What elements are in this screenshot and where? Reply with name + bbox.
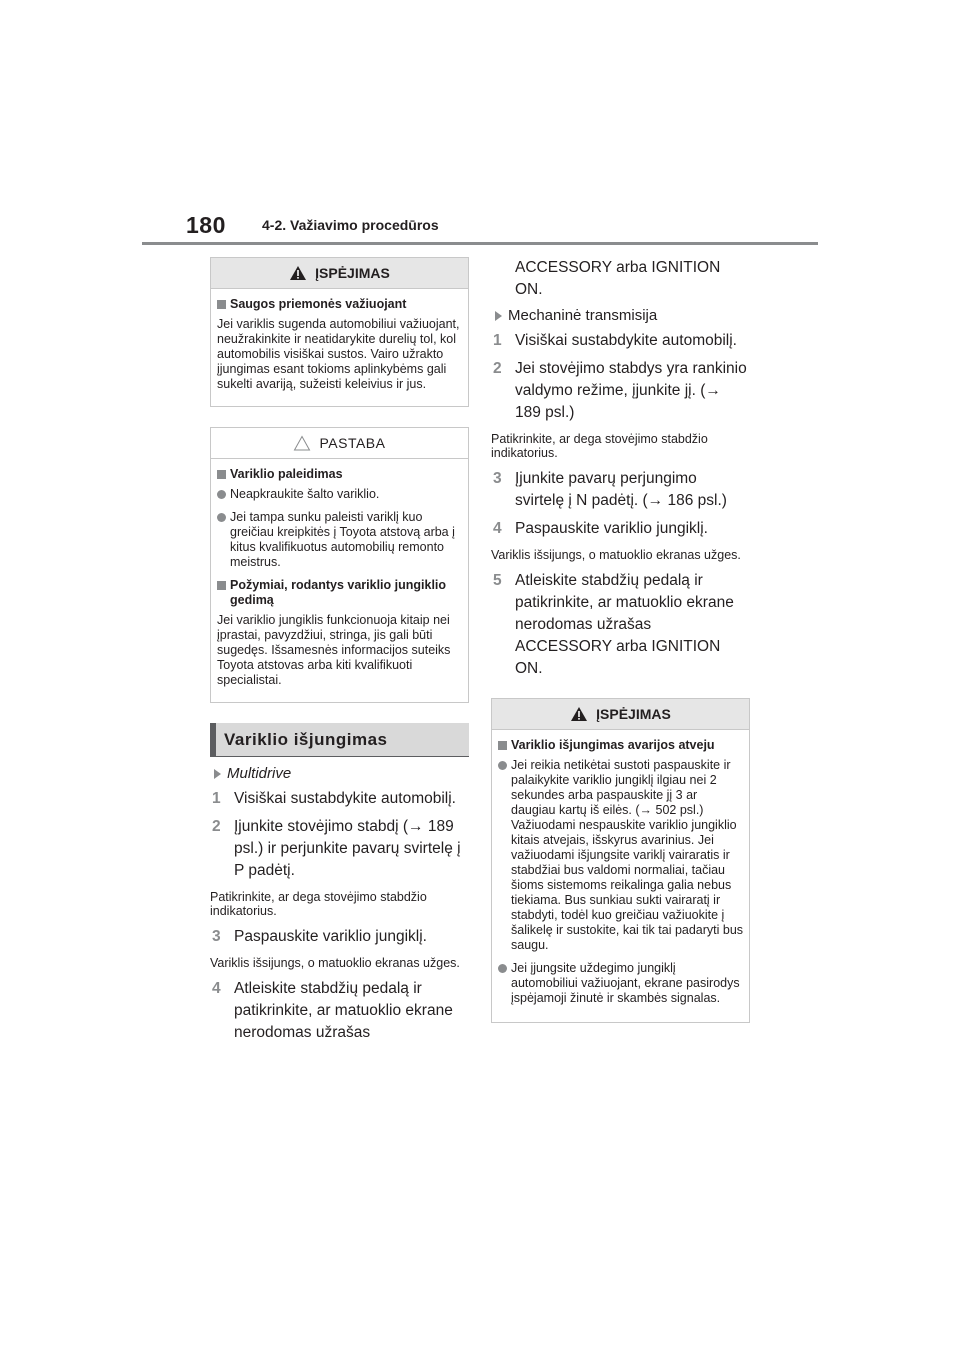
notice-bullet-1: Neapkraukite šalto variklio.: [217, 487, 463, 502]
round-bullet-icon: [498, 964, 507, 973]
square-bullet-icon: [498, 741, 507, 750]
warning-bullet-1: Jei reikia netikėtai sustoti paspauskite ir palaikykite variklio jungiklį ilgiau nei 2 sekundes arba paspauskite jį 3 ar daugiau kartų iš eilės. (→ 502 psl.) Važiuodami nespauskite variklio jungiklio kitais atvejais, išskyrus avarinius. Jei važiuodami išjungsite variklį vairaratis ir stabdžiai bus valdomi normaliai, tačiau šioms sistemoms reikalinga galia nebus tiekiama. Bus sunkiau sukti vairaratį ir stabdyti, todėl kuo greičiau važiuokite į šalikelę ir sustokite, kai tik tai padaryti bus saugu.: [498, 758, 744, 953]
notice-triangle-icon: [293, 435, 311, 451]
multidrive-step-4: 4 Atleiskite stabdžių pedalą ir patikrinkite, ar matuoklio ekrane nerodomas užrašas: [212, 980, 453, 1041]
square-bullet-icon: [217, 581, 226, 590]
notice-text-2: Jei variklio jungiklis funkcionuoja kitaip nei įprastai, pavyzdžiui, stringa, jis gali būti sugedęs. Išsamesnės informacijos suteiks Toyota atstovas arba kiti kvalifikuoti specialistai.: [217, 613, 451, 687]
section-heading: Variklio išjungimas: [210, 723, 469, 757]
multidrive-step-4-continued: ACCESSORY arba IGNITION ON.: [515, 259, 721, 298]
warning-body: [211, 289, 468, 406]
notice-subhead-1: Variklio paleidimas: [217, 467, 463, 482]
round-bullet-icon: [217, 513, 226, 522]
header-divider: [142, 242, 818, 245]
page-number: 180: [186, 212, 226, 238]
warning-body-2: [492, 730, 749, 1022]
arrow-right-icon: [495, 311, 502, 321]
warning-text: Jei variklis sugenda automobiliui važiuojant, neužrakinkite ir neatidarykite durelių tol, kol automobilis visiškai sustos. Vairo užrakto įjungimas esant tokioms aplinkybėms gali sukelti avariją, sužeisti keleivius ir jus.: [217, 317, 460, 391]
round-bullet-icon: [498, 761, 507, 770]
notice-box: [210, 427, 469, 703]
warning-box: [210, 257, 469, 407]
warning-triangle-icon: [289, 265, 307, 281]
multidrive-label: Multidrive: [214, 765, 469, 782]
manual-label: Mechaninė transmisija: [495, 307, 750, 324]
warning-title: ĮSPĖJIMAS: [315, 265, 390, 281]
arrow-right-icon: [214, 769, 221, 779]
multidrive-step-1: 1 Visiškai sustabdykite automobilį.: [212, 790, 456, 807]
left-column: [210, 257, 469, 1050]
warning-subhead-2: Variklio išjungimas avarijos atveju: [498, 738, 744, 753]
multidrive-note-3: Variklis išsijungs, o matuoklio ekranas užges.: [210, 956, 460, 970]
warning-box-2: [491, 698, 750, 1023]
manual-note-4: Variklis išsijungs, o matuoklio ekranas užges.: [491, 548, 741, 562]
multidrive-step-3: 3 Paspauskite variklio jungiklį.: [212, 928, 427, 945]
manual-step-5: 5 Atleiskite stabdžių pedalą ir patikrinkite, ar matuoklio ekrane nerodomas užrašas ACCESSORY arba IGNITION ON.: [493, 572, 734, 677]
square-bullet-icon: [217, 300, 226, 309]
section-title: 4-2. Važiavimo procedūros: [262, 217, 439, 233]
manual-note-2: Patikrinkite, ar dega stovėjimo stabdžio indikatorius.: [491, 432, 708, 460]
right-column: [491, 257, 750, 1043]
square-bullet-icon: [217, 470, 226, 479]
warning-subhead: Saugos priemonės važiuojant: [217, 297, 463, 312]
notice-title: PASTABA: [319, 435, 386, 451]
warning-header: [211, 258, 468, 289]
manual-step-4: 4 Paspauskite variklio jungiklį.: [493, 520, 708, 537]
notice-subhead-2: Požymiai, rodantys variklio jungiklio gedimą: [217, 578, 463, 608]
manual-step-1: 1 Visiškai sustabdykite automobilį.: [493, 332, 737, 349]
multidrive-step-2: 2 Įjunkite stovėjimo stabdį (→ 189 psl.) ir perjunkite pavarų svirtelę į P padėtį.: [212, 818, 461, 879]
notice-header: [211, 428, 468, 459]
notice-body: [211, 459, 468, 702]
notice-bullet-2: Jei tampa sunku paleisti variklį kuo greičiau kreipkitės į Toyota atstovą arba į kitus kvalifikuotus automobilių remonto meistrus.: [217, 510, 463, 570]
warning-header-2: [492, 699, 749, 730]
warning-bullet-2: Jei įjungsite uždegimo jungiklį automobiliui važiuojant, ekrane pasirodys įspėjamoji žinutė ir skambės signalas.: [498, 961, 744, 1006]
warning-title-2: ĮSPĖJIMAS: [596, 706, 671, 722]
multidrive-note-2: Patikrinkite, ar dega stovėjimo stabdžio indikatorius.: [210, 890, 427, 918]
manual-step-3: 3 Įjunkite pavarų perjungimo svirtelę į N padėtį. (→ 186 psl.): [493, 470, 727, 509]
warning-triangle-icon: [570, 706, 588, 722]
manual-step-2: 2 Jei stovėjimo stabdys yra rankinio valdymo režime, įjunkite jį. (→ 189 psl.): [493, 360, 747, 421]
round-bullet-icon: [217, 490, 226, 499]
